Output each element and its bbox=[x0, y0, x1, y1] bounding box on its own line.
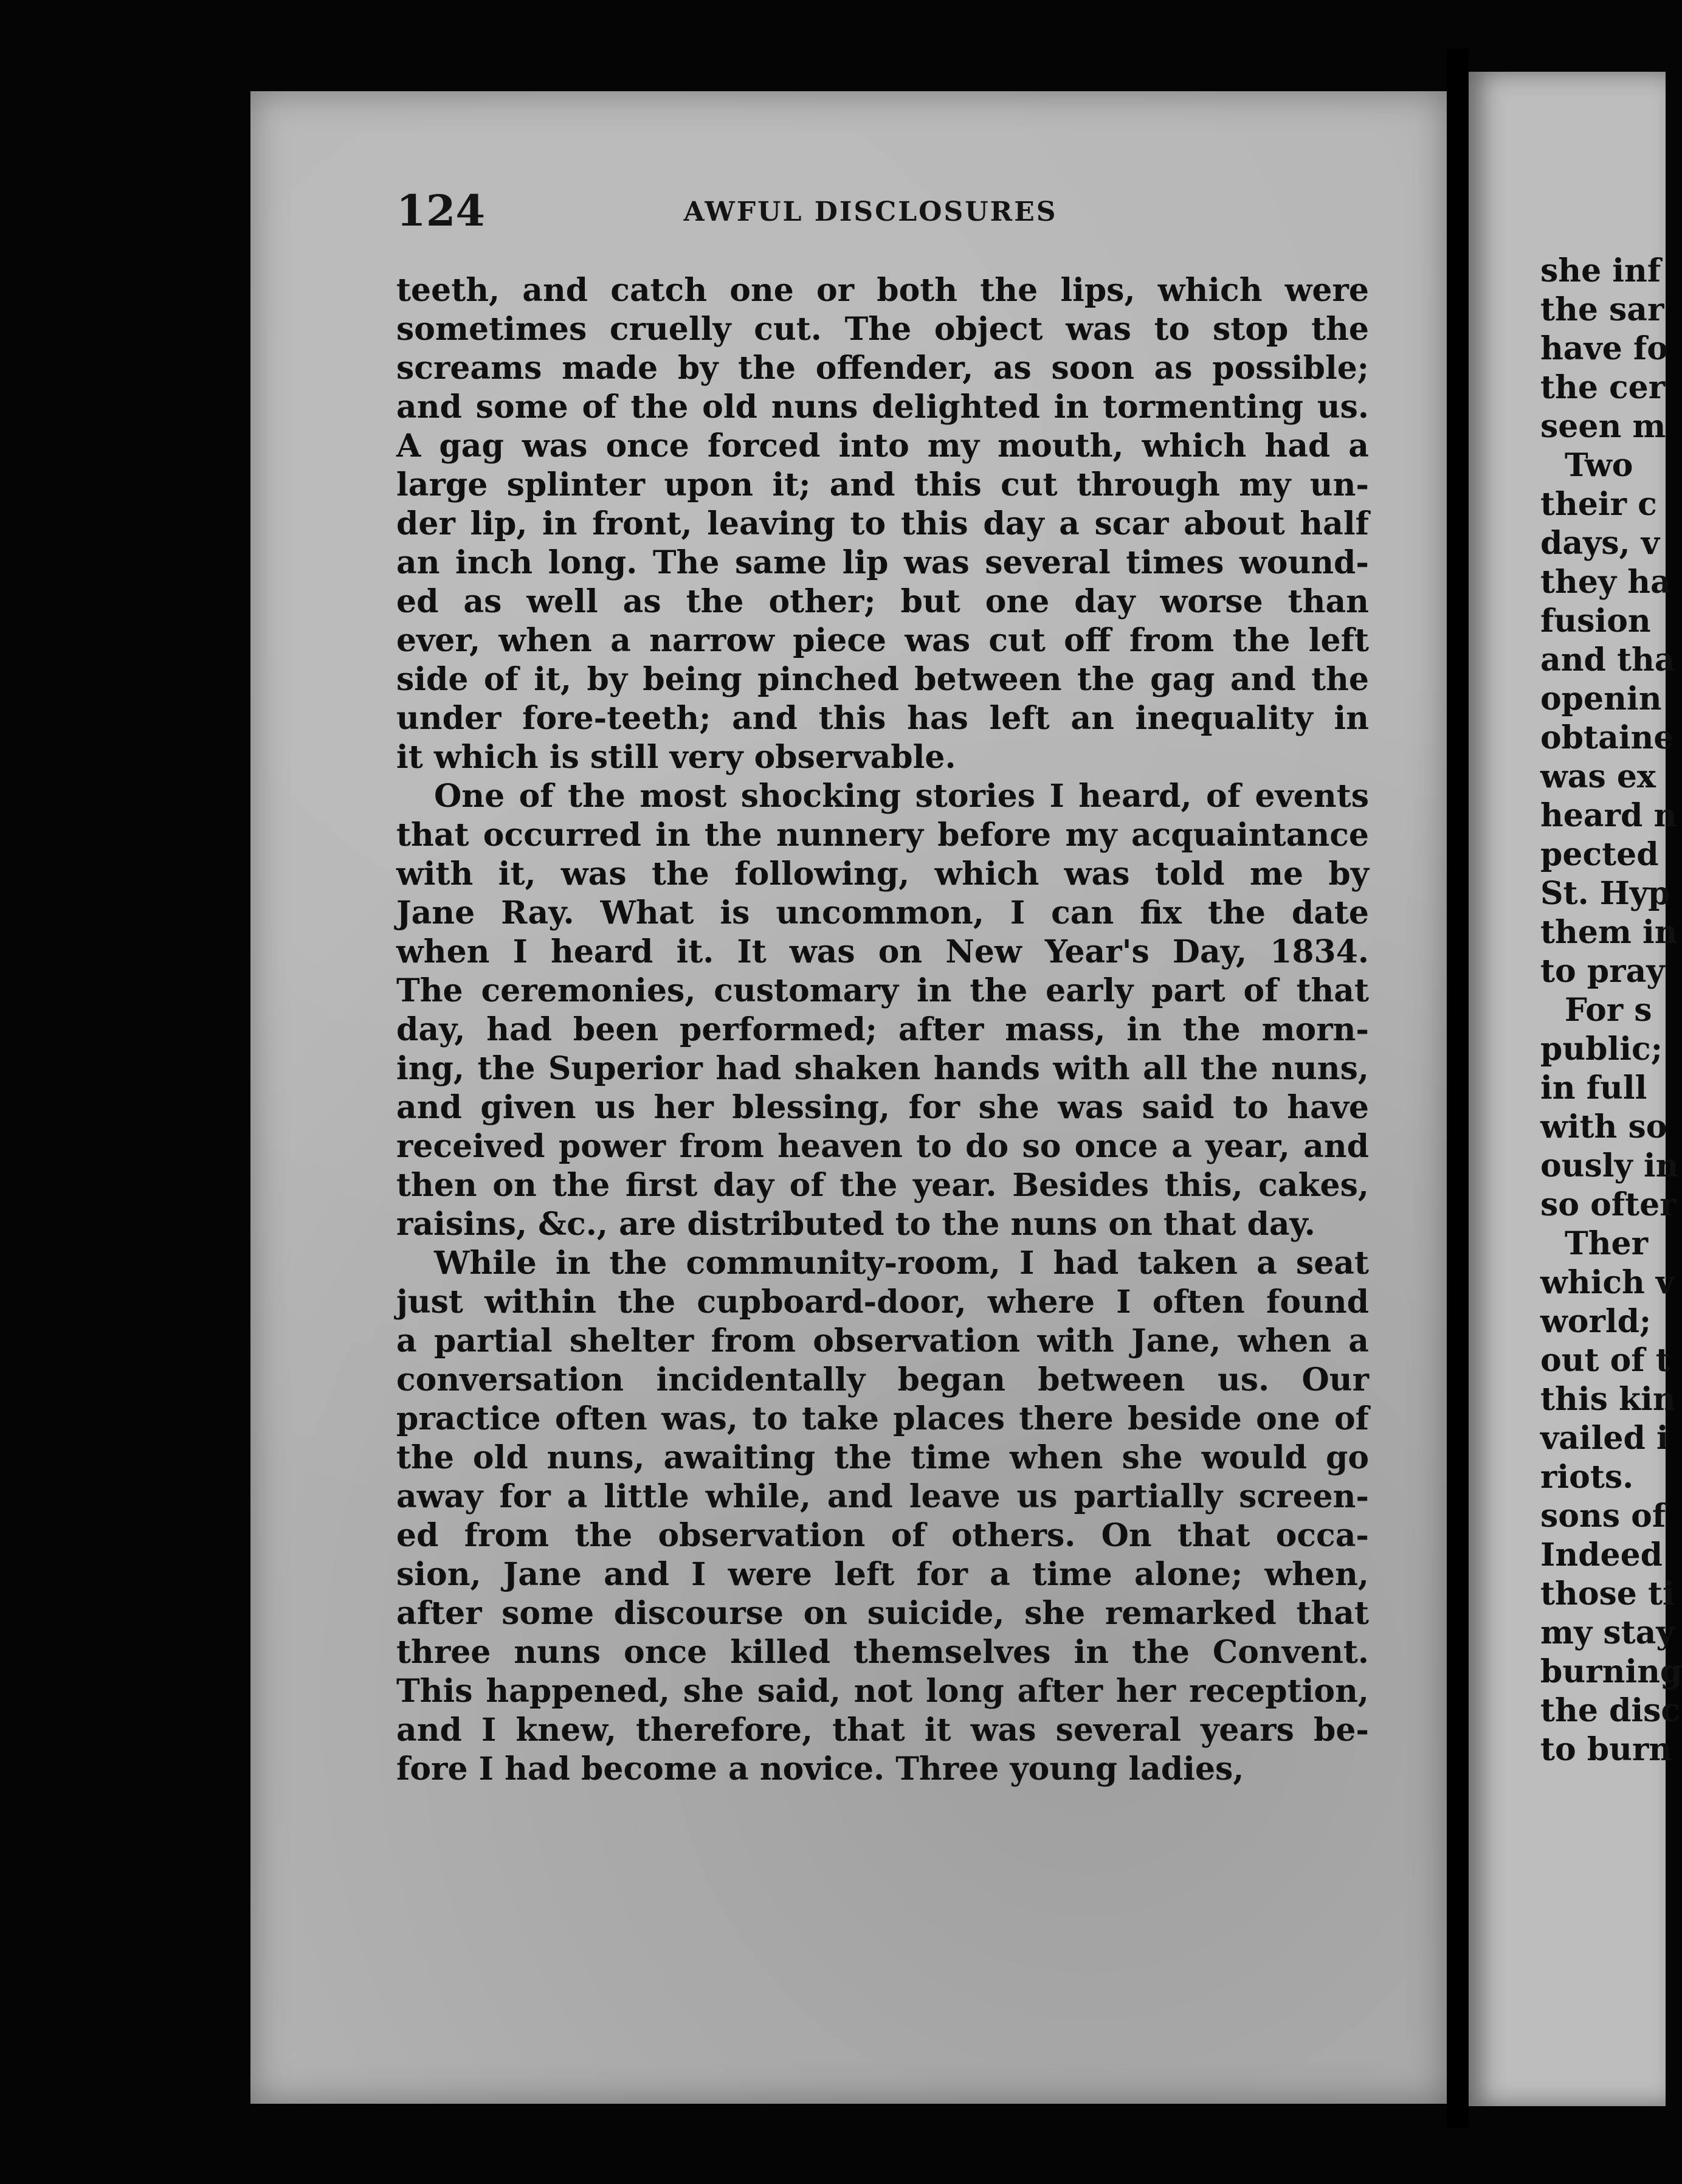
text-line: them in bbox=[1540, 914, 1678, 951]
text-line: conversation incidentally began between us. Our bbox=[396, 1361, 1369, 1398]
text-line: three nuns once killed themselves in the Convent. bbox=[396, 1634, 1369, 1671]
text-line: under fore-teeth; and this has left an inequality in bbox=[396, 700, 1369, 737]
text-line: was ex bbox=[1540, 758, 1656, 795]
text-line: ed as well as the other; but one day worse than bbox=[396, 583, 1369, 620]
text-line: they ha bbox=[1540, 564, 1671, 601]
text-line: with it, was the following, which was told me by bbox=[396, 855, 1369, 893]
text-line: and some of the old nuns delighted in tormenting us. bbox=[396, 389, 1369, 426]
text-line: those ti bbox=[1540, 1575, 1675, 1612]
text-line: fusion bbox=[1540, 603, 1651, 640]
text-line: ed from the observation of others. On that occa- bbox=[396, 1517, 1369, 1554]
text-line: which v bbox=[1540, 1264, 1675, 1301]
text-line: ously in bbox=[1540, 1147, 1679, 1184]
text-line: fore I had become a novice. Three young ladies, bbox=[396, 1750, 1244, 1788]
text-line: While in the community-room, I had taken a seat bbox=[434, 1245, 1369, 1282]
text-line: an inch long. The same lip was several times wound- bbox=[396, 544, 1369, 581]
text-line: the old nuns, awaiting the time when she would go bbox=[396, 1439, 1369, 1476]
text-line: and tha bbox=[1540, 641, 1675, 679]
text-line: with so bbox=[1540, 1108, 1667, 1146]
text-line: Jane Ray. What is uncommon, I can fix the date bbox=[396, 894, 1369, 931]
book-gutter bbox=[1447, 49, 1469, 2128]
text-line: Indeed bbox=[1540, 1536, 1663, 1574]
text-line: The ceremonies, customary in the early part of that bbox=[396, 972, 1369, 1009]
text-line: For s bbox=[1565, 992, 1652, 1029]
text-line: a partial shelter from observation with Jane, when a bbox=[396, 1322, 1369, 1360]
text-line: Ther bbox=[1565, 1225, 1648, 1262]
text-line: just within the cupboard-door, where I often found bbox=[396, 1284, 1369, 1321]
text-line: ever, when a narrow piece was cut off from the left bbox=[396, 622, 1369, 659]
text-line: after some discourse on suicide, she remarked that bbox=[396, 1595, 1369, 1632]
text-line: that occurred in the nunnery before my acquaintance bbox=[396, 817, 1369, 854]
text-line: side of it, by being pinched between the gag and the bbox=[396, 661, 1369, 698]
text-line: away for a little while, and leave us partially screen- bbox=[396, 1478, 1369, 1515]
text-line: their c bbox=[1540, 486, 1657, 523]
text-line: burning bbox=[1540, 1653, 1682, 1690]
text-line: the sar bbox=[1540, 291, 1664, 328]
text-line: teeth, and catch one or both the lips, which were bbox=[396, 272, 1369, 309]
text-line: der lip, in front, leaving to this day a scar about half bbox=[396, 505, 1369, 542]
text-line: day, had been performed; after mass, in the morn- bbox=[396, 1011, 1369, 1048]
text-line: and given us her blessing, for she was said to have bbox=[396, 1089, 1369, 1126]
text-line: riots. bbox=[1540, 1459, 1634, 1496]
text-line: obtaine bbox=[1540, 719, 1674, 756]
text-line: the cer bbox=[1540, 369, 1666, 406]
text-line: screams made by the offender, as soon as possible; bbox=[396, 350, 1369, 387]
text-line: the disc bbox=[1540, 1692, 1681, 1729]
text-line: sons of bbox=[1540, 1498, 1666, 1535]
text-line: have fo bbox=[1540, 330, 1668, 367]
text-line: This happened, she said, not long after her reception, bbox=[396, 1673, 1369, 1710]
text-line: raisins, &c., are distributed to the nuns on that day. bbox=[396, 1206, 1315, 1243]
text-line: to burn bbox=[1540, 1731, 1672, 1768]
text-line: when I heard it. It was on New Year's Day, 1834. bbox=[396, 933, 1369, 970]
text-line: received power from heaven to do so once a year, and bbox=[396, 1128, 1369, 1165]
text-line: Two bbox=[1565, 447, 1633, 484]
text-line: A gag was once forced into my mouth, which had a bbox=[396, 427, 1369, 465]
page-number: 124 bbox=[396, 185, 486, 236]
text-line: my stay bbox=[1540, 1614, 1675, 1651]
text-line: in full bbox=[1540, 1070, 1647, 1107]
text-line: seen m bbox=[1540, 408, 1666, 445]
text-line: vailed i bbox=[1540, 1420, 1669, 1457]
text-line: public; bbox=[1540, 1031, 1663, 1068]
text-line: it which is still very observable. bbox=[396, 739, 956, 776]
text-line: to pray bbox=[1540, 953, 1665, 990]
text-line: ing, the Superior had shaken hands with all the nuns, bbox=[396, 1050, 1369, 1087]
page-header bbox=[396, 185, 1345, 240]
right-page-text bbox=[1540, 252, 1682, 1769]
text-line: openin bbox=[1540, 680, 1662, 717]
text-line: days, v bbox=[1540, 525, 1660, 562]
text-line: heard n bbox=[1540, 797, 1677, 834]
text-line: practice often was, to take places there beside one of bbox=[396, 1400, 1369, 1437]
text-line: and I knew, therefore, that it was several years be- bbox=[396, 1712, 1369, 1749]
text-line: One of the most shocking stories I heard, of events bbox=[434, 778, 1369, 815]
text-line: so ofter bbox=[1540, 1186, 1677, 1223]
text-line: sion, Jane and I were left for a time alone; when, bbox=[396, 1556, 1369, 1593]
text-line: then on the first day of the year. Besides this, cakes, bbox=[396, 1167, 1369, 1204]
text-line: world; bbox=[1540, 1303, 1652, 1340]
text-line: out of t bbox=[1540, 1342, 1670, 1379]
text-line: large splinter upon it; and this cut through my un- bbox=[396, 466, 1369, 503]
running-head: AWFUL DISCLOSURES bbox=[683, 196, 1058, 227]
text-line: St. Hyp bbox=[1540, 875, 1670, 912]
right-page bbox=[1469, 72, 1682, 2106]
text-line: pected bbox=[1540, 836, 1659, 873]
left-page-content bbox=[250, 91, 1447, 2104]
text-line: sometimes cruelly cut. The object was to stop the bbox=[396, 311, 1369, 348]
text-line: she inf bbox=[1540, 252, 1661, 289]
body-text bbox=[396, 271, 1369, 1789]
text-line: this kin bbox=[1540, 1381, 1676, 1418]
